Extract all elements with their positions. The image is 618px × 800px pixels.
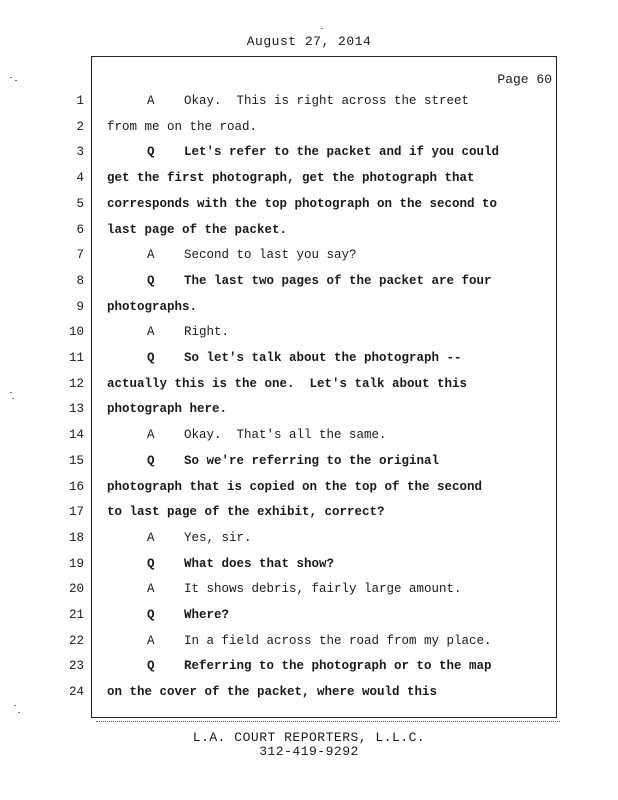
speaker-label: A bbox=[147, 634, 155, 648]
speaker-label: A bbox=[147, 428, 155, 442]
transcript-line bbox=[107, 120, 552, 134]
line-number: 8 bbox=[76, 274, 84, 288]
line-text: In a field across the road from my place. bbox=[184, 634, 492, 648]
line-text: Where? bbox=[184, 608, 230, 622]
line-number: 14 bbox=[68, 428, 84, 442]
line-text: from me on the road. bbox=[107, 120, 258, 134]
speaker-label: A bbox=[147, 94, 155, 108]
line-text: photograph here. bbox=[107, 402, 228, 416]
reporter-company: L.A. COURT REPORTERS, L.L.C. bbox=[192, 730, 426, 745]
line-number: 24 bbox=[68, 685, 84, 699]
line-number: 7 bbox=[76, 248, 84, 262]
transcript-line bbox=[107, 659, 552, 673]
line-number: 3 bbox=[76, 145, 84, 159]
transcript-line bbox=[107, 608, 552, 622]
speaker-label: Q bbox=[147, 557, 155, 571]
scan-speck bbox=[10, 392, 12, 393]
line-number: 2 bbox=[76, 120, 84, 134]
transcript-line bbox=[107, 454, 552, 468]
line-number: 22 bbox=[68, 634, 84, 648]
transcript-line bbox=[107, 685, 552, 699]
line-text: Yes, sir. bbox=[184, 531, 252, 545]
line-number: 15 bbox=[68, 454, 84, 468]
transcript-line bbox=[107, 634, 552, 648]
transcript-line bbox=[107, 402, 552, 416]
line-text: So let's talk about the photograph -- bbox=[184, 351, 462, 365]
line-text: Let's refer to the packet and if you could bbox=[184, 145, 500, 159]
transcript-line bbox=[107, 377, 552, 391]
line-number: 13 bbox=[68, 402, 84, 416]
line-number: 10 bbox=[68, 325, 84, 339]
line-text: photographs. bbox=[107, 300, 198, 314]
line-text: Right. bbox=[184, 325, 230, 339]
transcript-line bbox=[107, 197, 552, 211]
line-text: Okay. That's all the same. bbox=[184, 428, 387, 442]
speaker-label: Q bbox=[147, 145, 155, 159]
scan-speck bbox=[12, 398, 14, 399]
line-text: Second to last you say? bbox=[184, 248, 357, 262]
line-text: last page of the packet. bbox=[107, 223, 288, 237]
line-number: 19 bbox=[68, 557, 84, 571]
line-text: Okay. This is right across the street bbox=[184, 94, 470, 108]
line-text: on the cover of the packet, where would this bbox=[107, 685, 438, 699]
speaker-label: A bbox=[147, 582, 155, 596]
transcript-line bbox=[107, 582, 552, 596]
scan-speck bbox=[18, 712, 20, 713]
transcript-line bbox=[107, 145, 552, 159]
transcript-line bbox=[107, 428, 552, 442]
transcript-line bbox=[107, 505, 552, 519]
transcript-line bbox=[107, 531, 552, 545]
speaker-label: Q bbox=[147, 351, 155, 365]
line-text: corresponds with the top photograph on the second to bbox=[107, 197, 498, 211]
transcript-line bbox=[107, 325, 552, 339]
line-number: 16 bbox=[68, 480, 84, 494]
line-text: Referring to the photograph or to the map bbox=[184, 659, 492, 673]
scan-speck bbox=[10, 77, 12, 78]
line-number: 17 bbox=[68, 505, 84, 519]
line-number: 4 bbox=[76, 171, 84, 185]
line-text: It shows debris, fairly large amount. bbox=[184, 582, 462, 596]
speaker-label: Q bbox=[147, 274, 155, 288]
scan-speck bbox=[321, 28, 323, 29]
line-number: 5 bbox=[76, 197, 84, 211]
speaker-label: A bbox=[147, 325, 155, 339]
line-number: 1 bbox=[76, 94, 84, 108]
speaker-label: A bbox=[147, 531, 155, 545]
line-number: 23 bbox=[68, 659, 84, 673]
line-text: What does that show? bbox=[184, 557, 335, 571]
page-number: Page 60 bbox=[497, 72, 552, 87]
line-number: 6 bbox=[76, 223, 84, 237]
speaker-label: A bbox=[147, 248, 155, 262]
transcript-line bbox=[107, 274, 552, 288]
line-text: photograph that is copied on the top of the second bbox=[107, 480, 483, 494]
transcript-line bbox=[107, 223, 552, 237]
transcript-line bbox=[107, 300, 552, 314]
scan-speck bbox=[14, 705, 16, 706]
line-text: The last two pages of the packet are four bbox=[184, 274, 492, 288]
line-text: So we're referring to the original bbox=[184, 454, 440, 468]
transcript-date: August 27, 2014 bbox=[246, 34, 372, 49]
line-text: get the first photograph, get the photograph that bbox=[107, 171, 475, 185]
line-number: 20 bbox=[68, 582, 84, 596]
line-text: actually this is the one. Let's talk about this bbox=[107, 377, 468, 391]
transcript-line bbox=[107, 480, 552, 494]
line-number: 12 bbox=[68, 377, 84, 391]
transcript-line bbox=[107, 94, 552, 108]
line-number: 9 bbox=[76, 300, 84, 314]
transcript-line bbox=[107, 351, 552, 365]
transcript-line bbox=[107, 171, 552, 185]
line-number: 18 bbox=[68, 531, 84, 545]
scan-speck bbox=[15, 80, 17, 81]
transcript-line bbox=[107, 248, 552, 262]
line-number: 11 bbox=[68, 351, 84, 365]
speaker-label: Q bbox=[147, 659, 155, 673]
reporter-phone: 312-419-9292 bbox=[259, 744, 359, 759]
line-number: 21 bbox=[68, 608, 84, 622]
speaker-label: Q bbox=[147, 454, 155, 468]
transcript-line bbox=[107, 557, 552, 571]
line-text: to last page of the exhibit, correct? bbox=[107, 505, 385, 519]
speaker-label: Q bbox=[147, 608, 155, 622]
